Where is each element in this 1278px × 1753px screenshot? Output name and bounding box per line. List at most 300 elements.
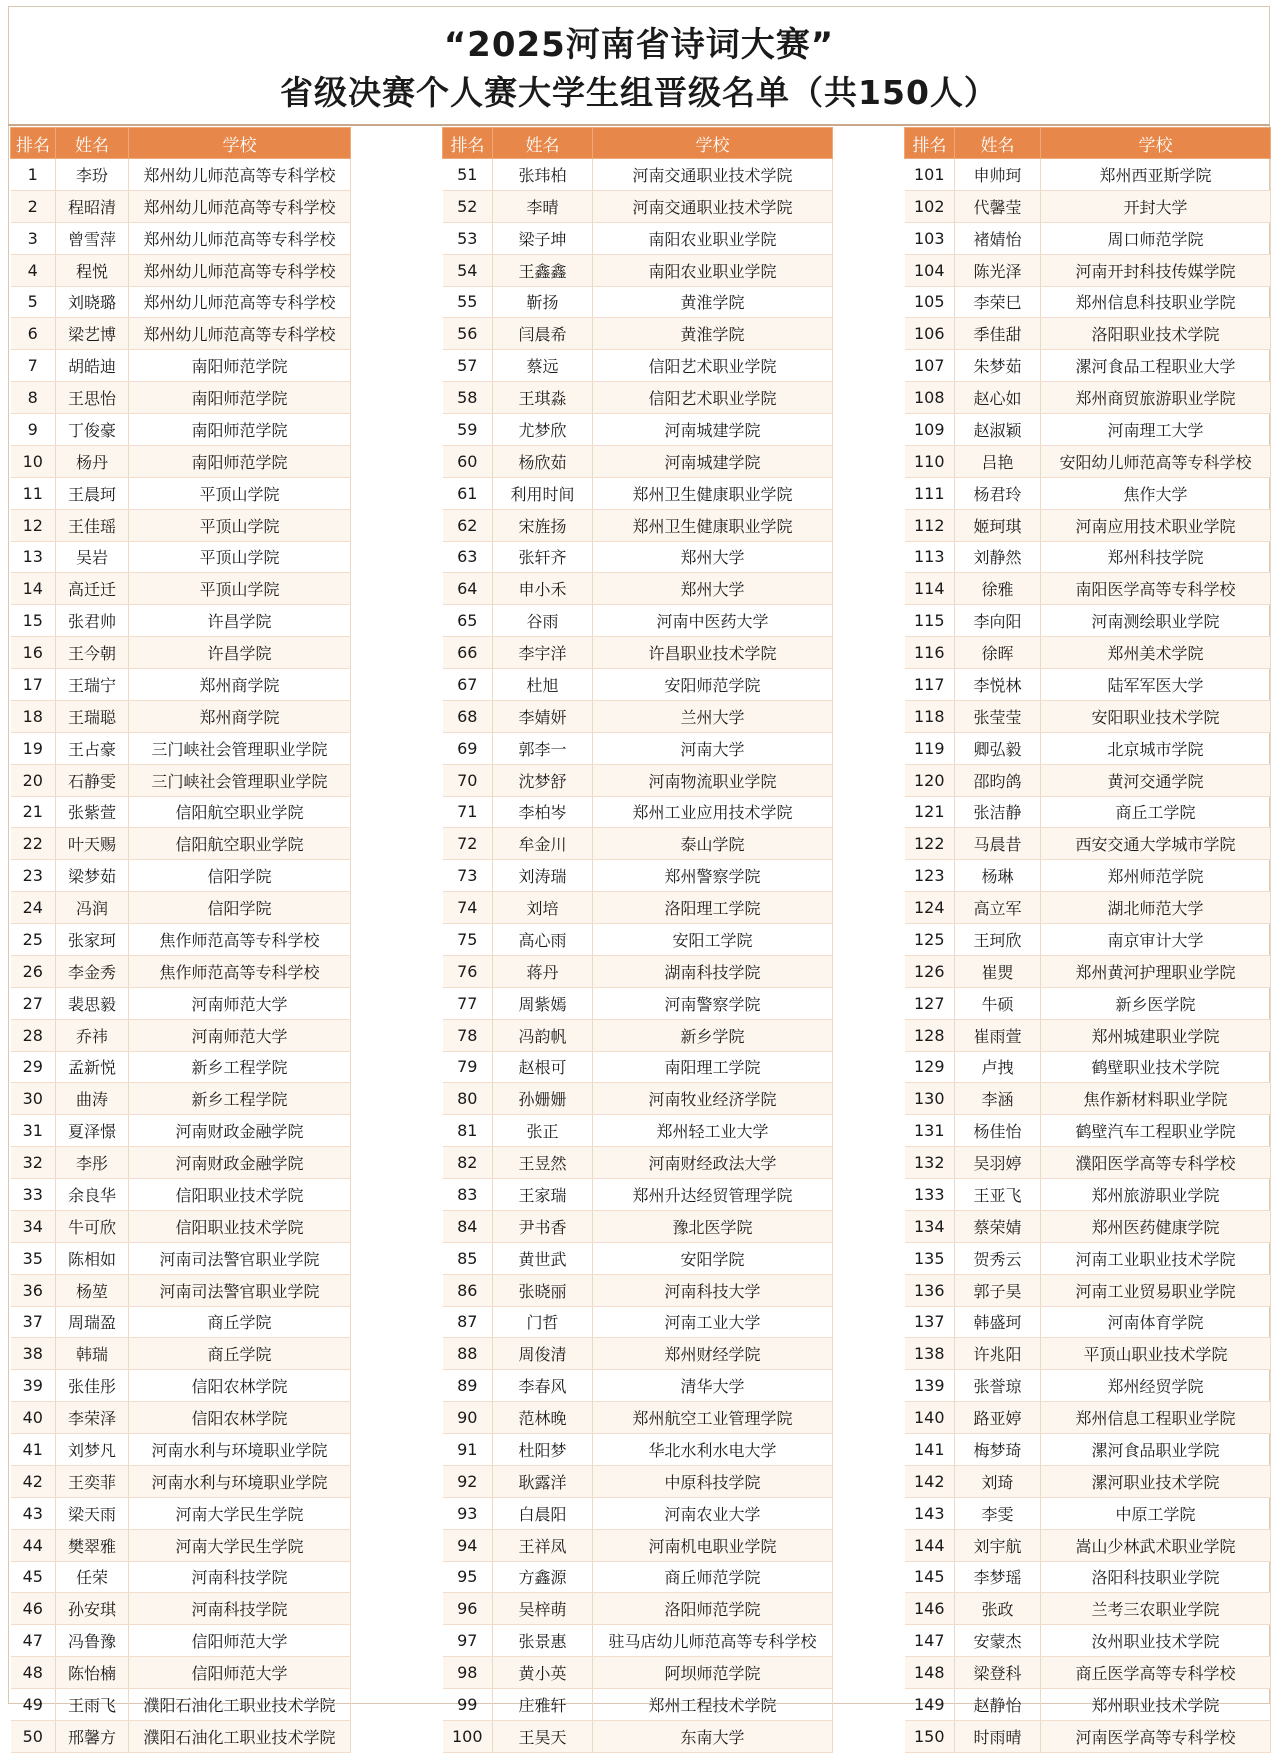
school-cell: 黄淮学院 — [593, 286, 833, 318]
school-cell: 河南开封科技传媒学院 — [1041, 254, 1271, 286]
name-cell: 王思怡 — [56, 382, 129, 414]
table-row — [11, 1083, 351, 1115]
rank-cell: 95 — [443, 1561, 493, 1593]
school-cell: 安阳学院 — [593, 1242, 833, 1274]
rank-cell: 29 — [11, 1051, 56, 1083]
name-cell: 王亚飞 — [955, 1179, 1041, 1211]
table-row — [443, 1242, 833, 1274]
rank-cell: 9 — [11, 414, 56, 446]
name-cell: 靳扬 — [493, 286, 593, 318]
rank-cell: 22 — [11, 828, 56, 860]
name-cell: 杨琳 — [955, 860, 1041, 892]
school-cell: 商丘医学高等专科学校 — [1041, 1657, 1271, 1689]
school-cell: 漯河食品工程职业大学 — [1041, 350, 1271, 382]
table-row — [11, 764, 351, 796]
rank-cell: 131 — [905, 1115, 955, 1147]
name-cell: 高迁迁 — [56, 573, 129, 605]
school-cell: 郑州幼儿师范高等专科学校 — [129, 190, 351, 222]
table-row — [905, 1689, 1271, 1721]
rank-cell: 78 — [443, 1019, 493, 1051]
table-row — [905, 286, 1271, 318]
rank-cell: 107 — [905, 350, 955, 382]
school-cell: 河南城建学院 — [593, 414, 833, 446]
rank-cell: 65 — [443, 605, 493, 637]
rank-cell: 50 — [11, 1720, 56, 1752]
rank-cell: 7 — [11, 350, 56, 382]
page-subtitle: 省级决赛个人赛大学生组晋级名单（共150人） — [280, 73, 998, 112]
table-row — [11, 1370, 351, 1402]
name-cell: 王昱然 — [493, 1147, 593, 1179]
rank-cell: 147 — [905, 1625, 955, 1657]
school-cell: 汝州职业技术学院 — [1041, 1625, 1271, 1657]
school-cell: 许昌学院 — [129, 605, 351, 637]
rank-cell: 87 — [443, 1306, 493, 1338]
name-cell: 吴岩 — [56, 541, 129, 573]
rank-cell: 115 — [905, 605, 955, 637]
rank-cell: 127 — [905, 987, 955, 1019]
school-cell: 河南应用技术职业学院 — [1041, 509, 1271, 541]
school-cell: 郑州科技学院 — [1041, 541, 1271, 573]
table-row — [905, 445, 1271, 477]
name-cell: 范林晚 — [493, 1402, 593, 1434]
table-row — [905, 669, 1271, 701]
rank-cell: 121 — [905, 796, 955, 828]
table-row — [905, 1402, 1271, 1434]
rank-cell: 77 — [443, 987, 493, 1019]
school-cell: 南阳师范学院 — [129, 382, 351, 414]
header-name: 姓名 — [955, 128, 1041, 159]
rank-cell: 103 — [905, 222, 955, 254]
school-cell: 湖南科技学院 — [593, 955, 833, 987]
name-cell: 刘涛瑞 — [493, 860, 593, 892]
name-cell: 王瑞宁 — [56, 669, 129, 701]
rank-cell: 124 — [905, 892, 955, 924]
name-cell: 闫晨希 — [493, 318, 593, 350]
table-row — [11, 159, 351, 191]
name-cell: 高立军 — [955, 892, 1041, 924]
name-cell: 王瑞聪 — [56, 700, 129, 732]
rank-cell: 51 — [443, 159, 493, 191]
table-row — [905, 796, 1271, 828]
rank-cell: 63 — [443, 541, 493, 573]
school-cell: 郑州工业应用技术学院 — [593, 796, 833, 828]
table-row — [443, 190, 833, 222]
table-row — [443, 892, 833, 924]
name-cell: 陈怡楠 — [56, 1657, 129, 1689]
rank-cell: 8 — [11, 382, 56, 414]
table-row — [443, 414, 833, 446]
table-row — [11, 286, 351, 318]
school-cell: 驻马店幼儿师范高等专科学校 — [593, 1625, 833, 1657]
name-cell: 牟金川 — [493, 828, 593, 860]
school-cell: 南阳农业职业学院 — [593, 222, 833, 254]
rank-cell: 43 — [11, 1497, 56, 1529]
school-cell: 信阳职业技术学院 — [129, 1210, 351, 1242]
table-row — [11, 669, 351, 701]
rank-cell: 1 — [11, 159, 56, 191]
name-cell: 路亚婷 — [955, 1402, 1041, 1434]
table-row — [443, 1370, 833, 1402]
name-cell: 宋旌扬 — [493, 509, 593, 541]
name-cell: 邵昀鸽 — [955, 764, 1041, 796]
rank-cell: 93 — [443, 1497, 493, 1529]
school-cell: 河南师范大学 — [129, 987, 351, 1019]
table-row — [443, 541, 833, 573]
school-cell: 漯河职业技术学院 — [1041, 1465, 1271, 1497]
school-cell: 郑州商学院 — [129, 700, 351, 732]
rank-cell: 30 — [11, 1083, 56, 1115]
name-cell: 姬珂琪 — [955, 509, 1041, 541]
table-row — [905, 1625, 1271, 1657]
name-cell: 王祥凤 — [493, 1529, 593, 1561]
rank-cell: 15 — [11, 605, 56, 637]
header-rank: 排名 — [11, 128, 56, 159]
rank-cell: 114 — [905, 573, 955, 605]
name-cell: 梁天雨 — [56, 1497, 129, 1529]
rank-cell: 99 — [443, 1689, 493, 1721]
rank-cell: 148 — [905, 1657, 955, 1689]
rank-cell: 34 — [11, 1210, 56, 1242]
table-row — [905, 318, 1271, 350]
rank-cell: 55 — [443, 286, 493, 318]
name-cell: 丁俊豪 — [56, 414, 129, 446]
rank-cell: 128 — [905, 1019, 955, 1051]
table-row — [11, 350, 351, 382]
rank-cell: 74 — [443, 892, 493, 924]
table-row — [443, 1497, 833, 1529]
rank-cell: 136 — [905, 1274, 955, 1306]
name-cell: 张政 — [955, 1593, 1041, 1625]
table-row — [443, 1657, 833, 1689]
table-row — [443, 1625, 833, 1657]
rank-cell: 143 — [905, 1497, 955, 1529]
title-block — [0, 22, 1278, 116]
title-divider — [8, 124, 1270, 126]
name-cell: 周瑞盈 — [56, 1306, 129, 1338]
school-cell: 焦作大学 — [1041, 477, 1271, 509]
header-school: 学校 — [1041, 128, 1271, 159]
rank-cell: 19 — [11, 732, 56, 764]
name-cell: 石静雯 — [56, 764, 129, 796]
name-cell: 胡皓迪 — [56, 350, 129, 382]
name-cell: 吕艳 — [955, 445, 1041, 477]
name-cell: 张紫萱 — [56, 796, 129, 828]
rank-cell: 83 — [443, 1179, 493, 1211]
table-row — [11, 509, 351, 541]
rank-cell: 16 — [11, 637, 56, 669]
table-row — [11, 1051, 351, 1083]
name-cell: 张家珂 — [56, 924, 129, 956]
school-cell: 兰考三农职业学院 — [1041, 1593, 1271, 1625]
column-2 — [442, 127, 833, 1753]
table-row — [11, 1402, 351, 1434]
name-cell: 王鑫鑫 — [493, 254, 593, 286]
school-cell: 河南交通职业技术学院 — [593, 159, 833, 191]
school-cell: 焦作师范高等专科学校 — [129, 924, 351, 956]
school-cell: 郑州信息工程职业学院 — [1041, 1402, 1271, 1434]
name-cell: 王晨珂 — [56, 477, 129, 509]
table-row — [905, 477, 1271, 509]
rank-cell: 82 — [443, 1147, 493, 1179]
table-row — [905, 254, 1271, 286]
name-cell: 李荣巳 — [955, 286, 1041, 318]
name-cell: 刘晓璐 — [56, 286, 129, 318]
name-cell: 王今朝 — [56, 637, 129, 669]
school-cell: 郑州警察学院 — [593, 860, 833, 892]
rank-cell: 138 — [905, 1338, 955, 1370]
rank-cell: 79 — [443, 1051, 493, 1083]
school-cell: 郑州轻工业大学 — [593, 1115, 833, 1147]
table-row — [905, 860, 1271, 892]
table-row — [905, 1019, 1271, 1051]
rank-cell: 141 — [905, 1434, 955, 1466]
school-cell: 河南科技学院 — [129, 1561, 351, 1593]
table-body-2 — [443, 159, 833, 1753]
school-cell: 安阳师范学院 — [593, 669, 833, 701]
rank-cell: 57 — [443, 350, 493, 382]
name-cell: 李柏岑 — [493, 796, 593, 828]
name-cell: 王奕菲 — [56, 1465, 129, 1497]
school-cell: 华北水利水电大学 — [593, 1434, 833, 1466]
rank-cell: 108 — [905, 382, 955, 414]
header-rank: 排名 — [905, 128, 955, 159]
school-cell: 许昌学院 — [129, 637, 351, 669]
rank-cell: 2 — [11, 190, 56, 222]
table-row — [443, 254, 833, 286]
name-cell: 樊翠雅 — [56, 1529, 129, 1561]
school-cell: 郑州卫生健康职业学院 — [593, 477, 833, 509]
name-cell: 李彤 — [56, 1147, 129, 1179]
table-row — [905, 1179, 1271, 1211]
rank-cell: 3 — [11, 222, 56, 254]
school-cell: 郑州幼儿师范高等专科学校 — [129, 318, 351, 350]
name-cell: 郭子昊 — [955, 1274, 1041, 1306]
name-cell: 梁登科 — [955, 1657, 1041, 1689]
table-row — [11, 796, 351, 828]
school-cell: 平顶山学院 — [129, 477, 351, 509]
rank-cell: 68 — [443, 700, 493, 732]
school-cell: 郑州师范学院 — [1041, 860, 1271, 892]
table-row — [905, 1657, 1271, 1689]
table-row — [905, 414, 1271, 446]
rank-cell: 98 — [443, 1657, 493, 1689]
name-cell: 李春风 — [493, 1370, 593, 1402]
rank-cell: 113 — [905, 541, 955, 573]
school-cell: 河南牧业经济学院 — [593, 1083, 833, 1115]
rank-cell: 17 — [11, 669, 56, 701]
rank-cell: 13 — [11, 541, 56, 573]
school-cell: 新乡医学院 — [1041, 987, 1271, 1019]
table-row — [443, 1402, 833, 1434]
rank-cell: 104 — [905, 254, 955, 286]
table-row — [11, 1625, 351, 1657]
table-row — [443, 955, 833, 987]
table-row — [905, 1210, 1271, 1242]
column-1 — [10, 127, 351, 1753]
name-cell: 尤梦欣 — [493, 414, 593, 446]
rank-cell: 47 — [11, 1625, 56, 1657]
rank-cell: 39 — [11, 1370, 56, 1402]
school-cell: 郑州幼儿师范高等专科学校 — [129, 159, 351, 191]
school-cell: 泰山学院 — [593, 828, 833, 860]
table-row — [905, 573, 1271, 605]
table-row — [11, 732, 351, 764]
table-row — [11, 924, 351, 956]
name-cell: 陈相如 — [56, 1242, 129, 1274]
table-row — [443, 1147, 833, 1179]
name-cell: 张莹莹 — [955, 700, 1041, 732]
rank-cell: 102 — [905, 190, 955, 222]
school-cell: 郑州升达经贸管理学院 — [593, 1179, 833, 1211]
table-row — [443, 1593, 833, 1625]
school-cell: 河南师范大学 — [129, 1019, 351, 1051]
rank-cell: 27 — [11, 987, 56, 1019]
rank-cell: 150 — [905, 1720, 955, 1752]
table-row — [905, 764, 1271, 796]
school-cell: 南阳医学高等专科学校 — [1041, 573, 1271, 605]
table-row — [443, 828, 833, 860]
rank-cell: 96 — [443, 1593, 493, 1625]
table-row — [443, 1179, 833, 1211]
table-row — [905, 1083, 1271, 1115]
school-cell: 郑州财经学院 — [593, 1338, 833, 1370]
rank-cell: 110 — [905, 445, 955, 477]
name-cell: 李婧妍 — [493, 700, 593, 732]
table-row — [11, 1561, 351, 1593]
table-row — [11, 892, 351, 924]
rank-cell: 60 — [443, 445, 493, 477]
school-cell: 豫北医学院 — [593, 1210, 833, 1242]
school-cell: 鹤壁职业技术学院 — [1041, 1051, 1271, 1083]
rank-cell: 12 — [11, 509, 56, 541]
table-row — [443, 222, 833, 254]
name-cell: 季佳甜 — [955, 318, 1041, 350]
school-cell: 郑州信息科技职业学院 — [1041, 286, 1271, 318]
table-row — [443, 445, 833, 477]
school-cell: 郑州商学院 — [129, 669, 351, 701]
school-cell: 漯河食品职业学院 — [1041, 1434, 1271, 1466]
school-cell: 中原工学院 — [1041, 1497, 1271, 1529]
school-cell: 郑州医药健康学院 — [1041, 1210, 1271, 1242]
table-row — [905, 1720, 1271, 1752]
school-cell: 河南理工大学 — [1041, 414, 1271, 446]
header-name: 姓名 — [56, 128, 129, 159]
name-cell: 王昊天 — [493, 1720, 593, 1752]
table-row — [905, 1434, 1271, 1466]
table-row — [443, 1210, 833, 1242]
table-row — [905, 1561, 1271, 1593]
name-cell: 梁子坤 — [493, 222, 593, 254]
table-row — [905, 1147, 1271, 1179]
school-cell: 河南体育学院 — [1041, 1306, 1271, 1338]
rank-cell: 146 — [905, 1593, 955, 1625]
name-cell: 孙姗姗 — [493, 1083, 593, 1115]
name-cell: 杨君玲 — [955, 477, 1041, 509]
table-row — [443, 1338, 833, 1370]
name-cell: 邢馨方 — [56, 1720, 129, 1752]
name-cell: 黄世武 — [493, 1242, 593, 1274]
table-row — [443, 1529, 833, 1561]
header-school: 学校 — [129, 128, 351, 159]
school-cell: 焦作新材料职业学院 — [1041, 1083, 1271, 1115]
name-cell: 代馨莹 — [955, 190, 1041, 222]
school-cell: 郑州经贸学院 — [1041, 1370, 1271, 1402]
rank-cell: 66 — [443, 637, 493, 669]
rank-cell: 85 — [443, 1242, 493, 1274]
school-cell: 许昌职业技术学院 — [593, 637, 833, 669]
school-cell: 濮阳石油化工职业技术学院 — [129, 1689, 351, 1721]
name-cell: 郭李一 — [493, 732, 593, 764]
rank-cell: 58 — [443, 382, 493, 414]
name-cell: 牛可欣 — [56, 1210, 129, 1242]
name-cell: 刘梦凡 — [56, 1434, 129, 1466]
name-cell: 梁梦茹 — [56, 860, 129, 892]
name-cell: 冯韵帆 — [493, 1019, 593, 1051]
name-cell: 黄小英 — [493, 1657, 593, 1689]
name-cell: 杨堃 — [56, 1274, 129, 1306]
name-cell: 杨欣茹 — [493, 445, 593, 477]
name-cell: 尹书香 — [493, 1210, 593, 1242]
name-cell: 冯鲁豫 — [56, 1625, 129, 1657]
name-cell: 杨丹 — [56, 445, 129, 477]
school-cell: 河南大学民生学院 — [129, 1497, 351, 1529]
name-cell: 张晓丽 — [493, 1274, 593, 1306]
rank-cell: 130 — [905, 1083, 955, 1115]
table-row — [11, 1497, 351, 1529]
table-row — [443, 1019, 833, 1051]
rank-cell: 52 — [443, 190, 493, 222]
rank-cell: 101 — [905, 159, 955, 191]
table-row — [11, 1115, 351, 1147]
rank-cell: 73 — [443, 860, 493, 892]
school-cell: 河南水利与环境职业学院 — [129, 1465, 351, 1497]
table-row — [443, 637, 833, 669]
school-cell: 郑州幼儿师范高等专科学校 — [129, 254, 351, 286]
rank-cell: 135 — [905, 1242, 955, 1274]
rank-cell: 67 — [443, 669, 493, 701]
name-cell: 周俊清 — [493, 1338, 593, 1370]
rank-cell: 11 — [11, 477, 56, 509]
rank-cell: 61 — [443, 477, 493, 509]
table-row — [905, 1465, 1271, 1497]
table-row — [443, 159, 833, 191]
rank-cell: 4 — [11, 254, 56, 286]
rank-cell: 5 — [11, 286, 56, 318]
school-cell: 河南工业职业技术学院 — [1041, 1242, 1271, 1274]
rank-cell: 44 — [11, 1529, 56, 1561]
table-row — [905, 1338, 1271, 1370]
name-cell: 赵静怡 — [955, 1689, 1041, 1721]
name-cell: 崔煛 — [955, 955, 1041, 987]
name-cell: 刘静然 — [955, 541, 1041, 573]
rank-cell: 80 — [443, 1083, 493, 1115]
name-cell: 任荣 — [56, 1561, 129, 1593]
table-row — [11, 605, 351, 637]
table-row — [11, 637, 351, 669]
school-cell: 信阳职业技术学院 — [129, 1179, 351, 1211]
table-row — [11, 828, 351, 860]
name-cell: 王占豪 — [56, 732, 129, 764]
school-cell: 河南机电职业学院 — [593, 1529, 833, 1561]
column-3 — [904, 127, 1271, 1753]
school-cell: 郑州商贸旅游职业学院 — [1041, 382, 1271, 414]
school-cell: 安阳幼儿师范高等专科学校 — [1041, 445, 1271, 477]
table-row — [11, 1338, 351, 1370]
rank-cell: 38 — [11, 1338, 56, 1370]
table-row — [443, 669, 833, 701]
rank-cell: 70 — [443, 764, 493, 796]
name-cell: 庄雅轩 — [493, 1689, 593, 1721]
